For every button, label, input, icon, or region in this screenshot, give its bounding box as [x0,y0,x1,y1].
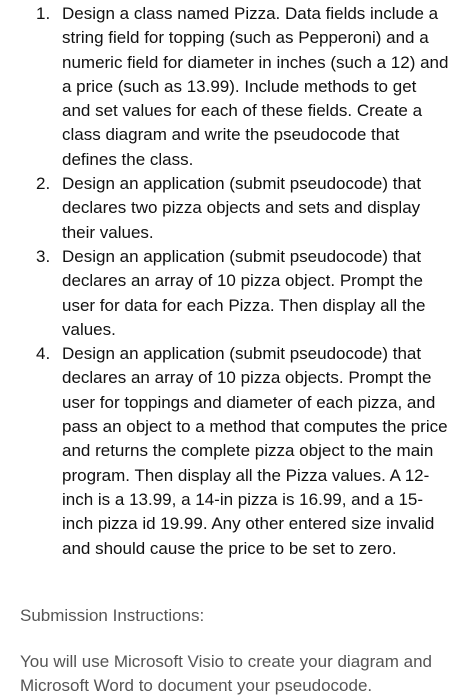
task-number: 3. [36,246,51,266]
task-list [0,2,461,561]
task-item-2 [0,172,461,245]
submission-instructions: You will use Microsoft Visio to create your diagram and Microsoft Word to document your pseudocode. [20,652,432,695]
task-text: Design an application (submit pseudocode) that declares an array of 10 pizza objects. Prompt the user for toppings and diameter of each pizza, and pass an object to a method that computes the price and returns the complete pizza object to the main program. Then display all the Pizza values. A 12-inch is a 13.99, a 14-in pizza is 16.99, and a 15-inch pizza id 19.99. Any other entered size invalid and should cause the price to be set to zero. [62,344,448,558]
task-item-4 [0,342,461,561]
task-text: Design a class named Pizza. Data fields include a string field for topping (such as Pepperoni) and a numeric field for diameter in inches (such a 12) and a price (such as 13.99). Include methods to get and set values for each of these fields. Create a class diagram and write the pseudocode that defines the class. [62,4,449,169]
task-number: 4. [36,344,51,364]
task-text: Design an application (submit pseudocode) that declares two pizza objects and sets and display their values. [62,174,422,242]
task-number: 2. [36,174,51,194]
task-item-3 [0,245,461,342]
task-text: Design an application (submit pseudocode) that declares an array of 10 pizza object. Prompt the user for data for each Pizza. Then display all the values. [62,246,426,339]
task-item-1 [0,2,461,172]
submission-heading: Submission Instructions: [20,606,205,625]
task-number: 1. [36,4,51,23]
